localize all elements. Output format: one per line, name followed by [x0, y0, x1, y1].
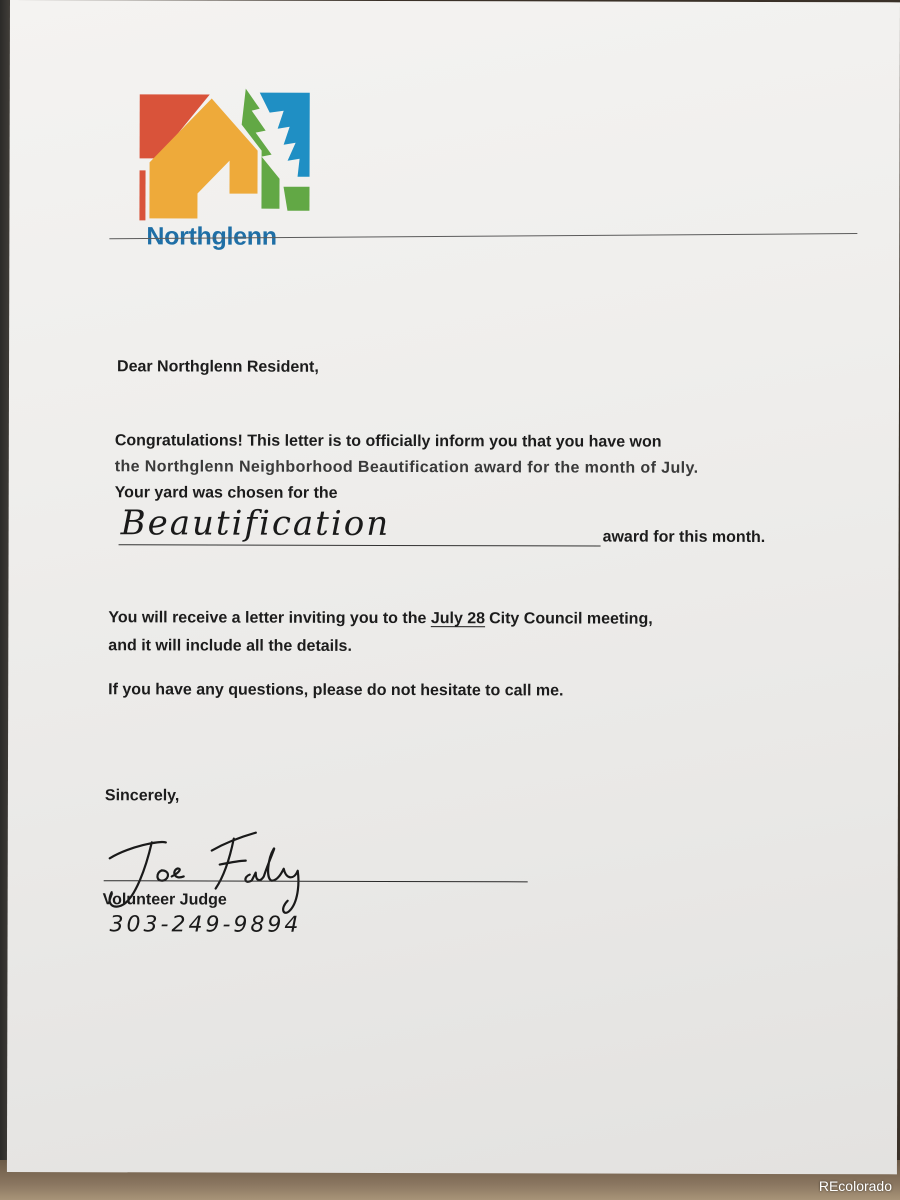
closing: Sincerely, [104, 787, 180, 805]
award-fill-line [119, 544, 601, 546]
paragraph-line: and it will include all the details. [108, 637, 352, 655]
paragraph-questions: If you have any questions, please do not hesitate to call me. [108, 681, 564, 700]
salutation: Dear Northglenn Resident, [117, 358, 319, 376]
handwritten-phone-number: 303-249-9894 [109, 912, 302, 938]
paragraph-line [108, 604, 652, 633]
letter-paper [7, 0, 900, 1174]
logo-wordmark: Northglenn [146, 222, 277, 251]
invitation-prefix: You will receive a letter inviting you to the [108, 609, 427, 628]
paragraph-line: Congratulations! This letter is to officially inform you that you have won [114, 432, 662, 451]
meeting-date: July 28 [430, 610, 486, 628]
watermark: REcolorado [818, 1178, 892, 1194]
paragraph-line: Your yard was chosen for the [114, 484, 338, 502]
paragraph-line: the Northglenn Neighborhood Beautification award for the month of July. [114, 458, 699, 477]
paragraph-award-notice [115, 428, 699, 508]
paragraph-invitation [108, 604, 652, 661]
invitation-suffix: City Council meeting, [489, 610, 653, 628]
award-suffix-text: award for this month. [602, 528, 766, 546]
handwritten-award-name: Beautification [120, 503, 391, 544]
signer-title: Volunteer Judge [102, 891, 227, 909]
